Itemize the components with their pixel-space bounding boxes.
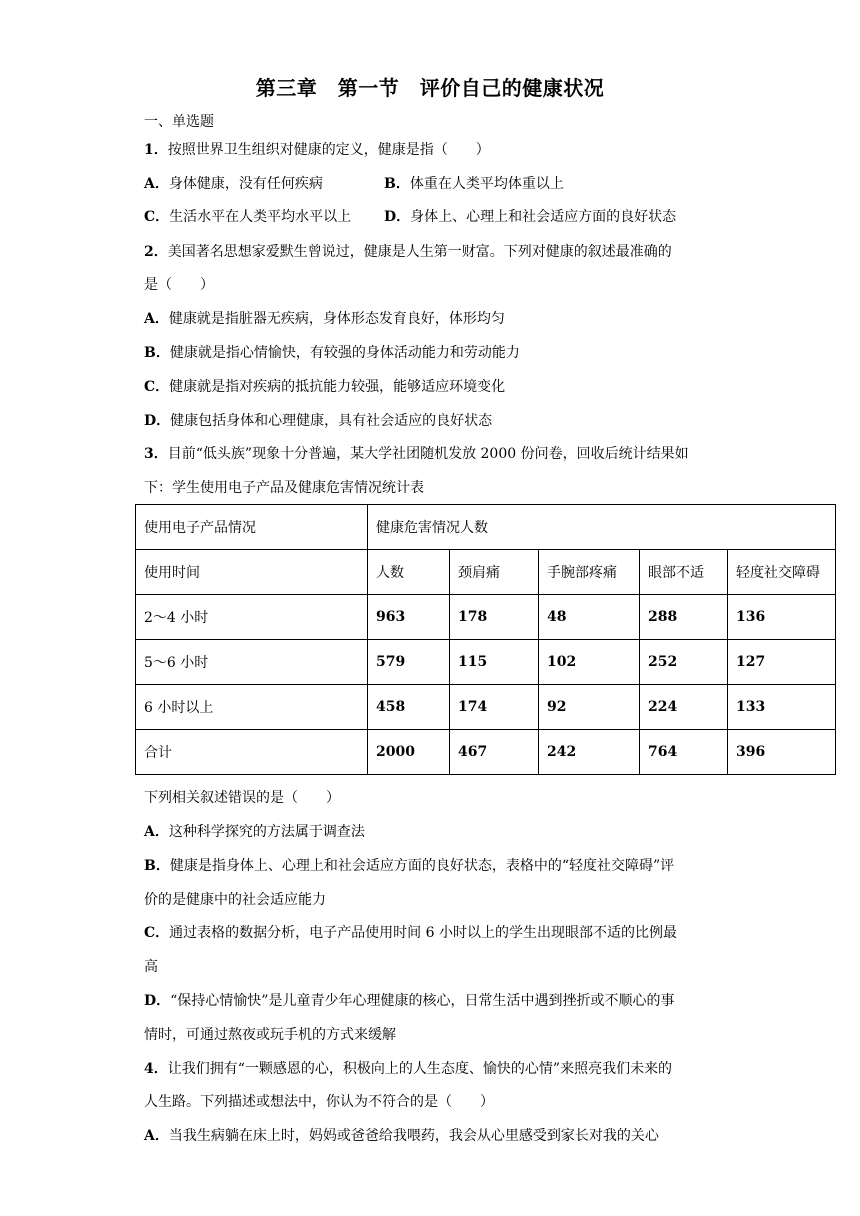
option-label: A． (144, 824, 169, 840)
question-3-stem-cont: 下：学生使用电子产品及健康危害情况统计表 (144, 480, 424, 496)
table-cell: 健康危害情况人数 (368, 505, 836, 550)
statistics-table (135, 504, 836, 775)
option-text: 健康就是指心情愉快，有较强的身体活动能力和劳动能力 (169, 345, 520, 361)
question-text: 按照世界卫生组织对健康的定义，健康是指（ ） (167, 142, 490, 158)
option-text: 生活水平在人类平均水平以上 (169, 209, 352, 225)
table-cell: 轻度社交障碍 (728, 550, 836, 595)
table-cell: 252 (640, 640, 728, 685)
table-cell: 合计 (136, 730, 368, 775)
question-3-option-c (144, 923, 677, 943)
question-text: 让我们拥有“一颗感恩的心，积极向上的人生态度、愉快的心情”来照亮我们未来的 (167, 1061, 673, 1077)
table-cell: 5～6 小时 (136, 640, 368, 685)
question-3-option-c-cont: 高 (144, 959, 158, 975)
option-label: D． (144, 993, 171, 1009)
table-cell: 467 (450, 730, 539, 775)
question-1-options-ab (144, 174, 744, 194)
question-2-option-d (144, 411, 492, 431)
table-cell: 6 小时以上 (136, 685, 368, 730)
option-text: 健康包括身体和心理健康，具有社会适应的良好状态 (170, 413, 493, 429)
table-cell: 764 (640, 730, 728, 775)
option-label: B． (144, 345, 170, 361)
table-cell: 127 (728, 640, 836, 685)
option-label: D． (384, 209, 411, 225)
page-title: 第三章 第一节 评价自己的健康状况 (255, 76, 605, 100)
table-cell: 136 (728, 595, 836, 640)
option-text: 身体上、心理上和社会适应方面的良好状态 (410, 209, 677, 225)
table-cell: 133 (728, 685, 836, 730)
question-1-stem (144, 140, 490, 160)
question-4-stem (144, 1059, 672, 1079)
table-cell: 458 (368, 685, 450, 730)
option-label: D． (144, 413, 171, 429)
table-cell: 48 (539, 595, 640, 640)
question-text: 目前“低头族”现象十分普遍，某大学社团随机发放 2000 份问卷，回收后统计结果如 (167, 446, 689, 462)
option-text: 这种科学探究的方法属于调查法 (168, 824, 365, 840)
question-3-stem (144, 444, 689, 464)
question-3-option-d (144, 991, 674, 1011)
question-number: 4． (144, 1061, 168, 1077)
table-row (136, 685, 836, 730)
question-2-stem (144, 242, 672, 262)
question-3-option-b-cont: 价的是健康中的社会适应能力 (144, 892, 326, 908)
table-cell: 使用时间 (136, 550, 368, 595)
question-3-option-b (144, 856, 674, 876)
option-text: 健康是指身体上、心理上和社会适应方面的良好状态，表格中的“轻度社交障碍”评 (169, 858, 675, 874)
option-d (384, 207, 676, 227)
question-3-option-d-cont: 情时，可通过熬夜或玩手机的方式来缓解 (144, 1027, 396, 1043)
table-cell: 579 (368, 640, 450, 685)
table-row (136, 730, 836, 775)
question-4-stem-cont: 人生路。下列描述或想法中，你认为不符合的是（ ） (144, 1094, 494, 1110)
table-cell: 92 (539, 685, 640, 730)
question-3-option-a (144, 822, 365, 842)
option-label: A． (144, 311, 169, 327)
section-heading: 一、单选题 (144, 114, 214, 130)
question-2-option-b (144, 343, 520, 363)
question-number: 3． (144, 446, 168, 462)
table-cell: 224 (640, 685, 728, 730)
table-row (136, 640, 836, 685)
question-2-option-c (144, 377, 505, 397)
table-cell: 人数 (368, 550, 450, 595)
option-text: 健康就是指脏器无疾病，身体形态发育良好，体形均匀 (168, 311, 505, 327)
option-text: 体重在人类平均体重以上 (409, 176, 564, 192)
table-cell: 174 (450, 685, 539, 730)
question-4-option-a (144, 1126, 659, 1146)
option-text: 身体健康，没有任何疾病 (168, 176, 323, 192)
option-label: B． (144, 858, 170, 874)
table-header-row (136, 505, 836, 550)
option-c (144, 209, 351, 225)
table-cell: 963 (368, 595, 450, 640)
option-text: “保持心情愉快”是儿童青少年心理健康的核心，日常生活中遇到挫折或不顺心的事 (170, 993, 675, 1009)
table-cell: 2～4 小时 (136, 595, 368, 640)
table-cell: 242 (539, 730, 640, 775)
table-row (136, 550, 836, 595)
table-row (136, 595, 836, 640)
option-text: 当我生病躺在床上时，妈妈或爸爸给我喂药，我会从心里感受到家长对我的关心 (168, 1128, 659, 1144)
option-label: B． (384, 176, 410, 192)
table-cell: 眼部不适 (640, 550, 728, 595)
question-number: 2． (144, 244, 168, 260)
question-1-options-cd (144, 207, 744, 227)
table-cell: 288 (640, 595, 728, 640)
table-cell: 178 (450, 595, 539, 640)
option-label: A． (144, 176, 169, 192)
option-text: 健康就是指对疾病的抵抗能力较强，能够适应环境变化 (169, 379, 506, 395)
question-3-ask: 下列相关叙述错误的是（ ） (144, 790, 340, 806)
option-label: C． (144, 379, 170, 395)
table-cell: 102 (539, 640, 640, 685)
question-text: 美国著名思想家爱默生曾说过，健康是人生第一财富。下列对健康的叙述最准确的 (167, 244, 672, 260)
option-label: A． (144, 1128, 169, 1144)
option-label: C． (144, 925, 170, 941)
option-b (384, 174, 564, 194)
option-a (144, 176, 323, 192)
table-cell: 115 (450, 640, 539, 685)
table-cell: 396 (728, 730, 836, 775)
table-cell: 使用电子产品情况 (136, 505, 368, 550)
question-2-option-a (144, 309, 505, 329)
question-2-stem-cont: 是（ ） (144, 277, 214, 293)
table-cell: 手腕部疼痛 (539, 550, 640, 595)
option-text: 通过表格的数据分析，电子产品使用时间 6 小时以上的学生出现眼部不适的比例最 (169, 925, 677, 941)
table-cell: 2000 (368, 730, 450, 775)
question-number: 1． (144, 142, 168, 158)
option-label: C． (144, 209, 170, 225)
table-cell: 颈肩痛 (450, 550, 539, 595)
